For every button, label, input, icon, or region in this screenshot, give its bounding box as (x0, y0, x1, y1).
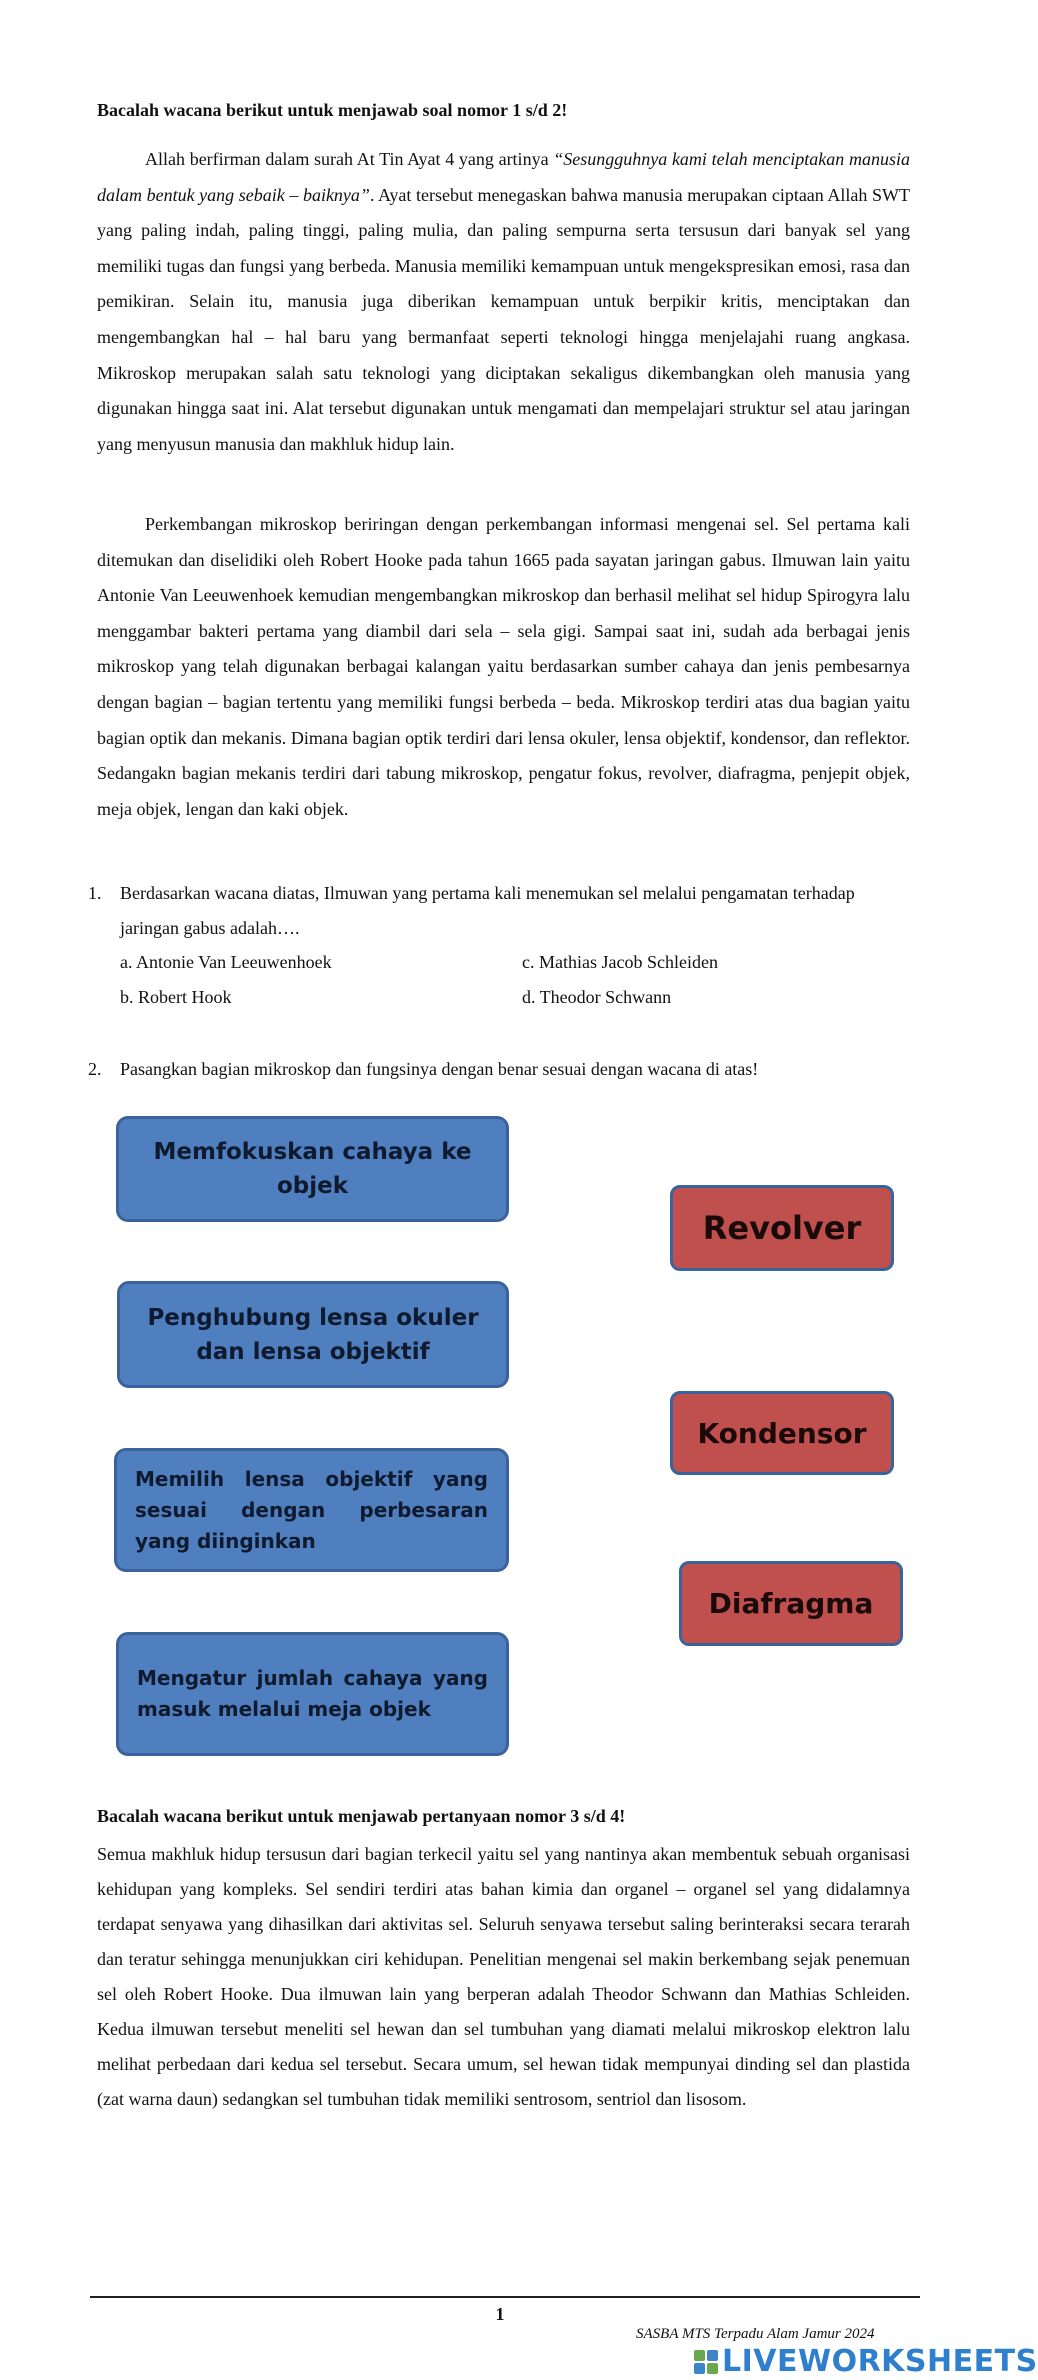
part-box-kondensor[interactable]: Kondensor (670, 1391, 894, 1475)
liveworksheets-logo-icon (694, 2350, 718, 2374)
passage1-paragraph1: Allah berfirman dalam surah At Tin Ayat 4 yang artinya “Sesungguhnya kami telah menciptakan manusia dalam bentuk yang sebaik – baiknya”. Ayat tersebut menegaskan bahwa manusia merupakan ciptaan Allah SWT yang paling indah, paling tinggi, paling mulia, dan paling sempurna serta tersusun dari banyak sel yang memiliki tugas dan fungsi yang berbeda. Manusia memiliki kemampuan untuk mengekspresikan emosi, rasa dan pemikiran. Selain itu, manusia juga diberikan kemampuan untuk berpikir kritis, menciptakan dan mengembangkan hal – hal baru yang bermanfaat seperti teknologi hingga menjelajahi ruang angkasa. Mikroskop merupakan salah satu teknologi yang diciptakan sekaligus dikembangkan oleh manusia yang digunakan hingga saat ini. Alat tersebut digunakan untuk mengamati dan mempelajari struktur sel atau jaringan yang menyusun manusia dan makhluk hidup lain. (97, 149, 910, 454)
part-box-diafragma[interactable]: Diafragma (679, 1561, 903, 1646)
passage1-paragraph2: Perkembangan mikroskop beriringan dengan perkembangan informasi mengenai sel. Sel pertama kali ditemukan dan diselidiki oleh Robert Hooke pada tahun 1665 pada sayatan jaringan gabus. Ilmuwan lain yaitu Antonie Van Leeuwenhoek kemudian mengembangkan mikroskop dan berhasil melihat sel hidup Spirogyra lalu menggambar bakteri pertama yang diambil dari sela – sela gigi. Sampai saat ini, sudah ada berbagai jenis mikroskop yang telah digunakan berbagai kalangan yaitu berdasarkan sumber cahaya dan jenis pembesarnya dengan bagian – bagian tertentu yang memiliki fungsi berbeda – beda. Mikroskop terdiri atas dua bagian yaitu bagian optik dan mekanis. Dimana bagian optik terdiri dari lensa okuler, lensa objektif, kondensor, dan reflektor. Sedangakn bagian mekanis terdiri dari tabung mikroskop, pengatur fokus, revolver, diafragma, penjepit objek, meja objek, lengan dan kaki objek. (97, 514, 910, 819)
liveworksheets-wordmark: LIVEWORKSHEETS (722, 2344, 1038, 2379)
function-box-2[interactable]: Penghubung lensa okuler dan lensa objektif (117, 1281, 509, 1388)
function-box-4[interactable]: Mengatur jumlah cahaya yang masuk melalui meja objek (116, 1632, 509, 1756)
question2-text: Pasangkan bagian mikroskop dan fungsinya dengan benar sesuai dengan wacana di atas! (120, 1059, 759, 1079)
passage2-paragraph: Semua makhluk hidup tersusun dari bagian terkecil yaitu sel yang nantinya akan membentuk sebuah organisasi kehidupan yang kompleks. Sel sendiri terdiri atas bahan kimia dan organel – organel sel yang didalamnya terdapat senyawa yang dihasilkan dari aktivitas sel. Seluruh senyawa tersebut saling berinteraksi secara terarah dan teratur sehingga menunjukkan ciri kehidupan. Penelitian mengenai sel makin berkembang sejak penemuan sel oleh Robert Hooke. Dua ilmuwan lain yang berperan adalah Theodor Schwann dan Mathias Schleiden. Kedua ilmuwan tersebut meneliti sel hewan dan sel tumbuhan yang diamati melalui mikroskop elektron lalu melihat perbedaan dari kedua sel tersebut. Secara umum, sel hewan tidak mempunyai dinding sel dan plastida (zat warna daun) sedangkan sel tumbuhan tidak memiliki sentrosom, sentriol dan lisosom. (97, 1844, 910, 2109)
quote-text: “Sesungguhnya kami telah menciptakan manusia dalam bentuk yang sebaik – baiknya” (97, 149, 910, 205)
question1-option-b[interactable]: b. Robert Hook (120, 987, 232, 1007)
question1-option-d[interactable]: d. Theodor Schwann (522, 987, 672, 1007)
function-box-1[interactable]: Memfokuskan cahaya ke objek (116, 1116, 509, 1222)
question1-option-a[interactable]: a. Antonie Van Leeuwenhoek (120, 952, 332, 972)
function-box-3[interactable]: Memilih lensa objektif yang sesuai dengan perbesaran yang diinginkan (114, 1448, 509, 1572)
question1-text: Berdasarkan wacana diatas, Ilmuwan yang pertama kali menemukan sel melalui pengamatan terhadap jaringan gabus adalah…. (120, 883, 855, 938)
footer-note: SASBA MTS Terpadu Alam Jamur 2024 (636, 2326, 875, 2342)
page-number: 1 (495, 2304, 505, 2324)
section2-heading: Bacalah wacana berikut untuk menjawab pertanyaan nomor 3 s/d 4! (97, 1806, 626, 1826)
section1-heading: Bacalah wacana berikut untuk menjawab soal nomor 1 s/d 2! (97, 100, 568, 120)
question1-option-c[interactable]: c. Mathias Jacob Schleiden (522, 952, 718, 972)
liveworksheets-brand[interactable] (694, 2344, 1038, 2379)
question2-number: 2. (88, 1059, 102, 1079)
part-box-revolver[interactable]: Revolver (670, 1185, 894, 1271)
question1-number: 1. (88, 883, 102, 903)
footer-divider (90, 2296, 920, 2298)
